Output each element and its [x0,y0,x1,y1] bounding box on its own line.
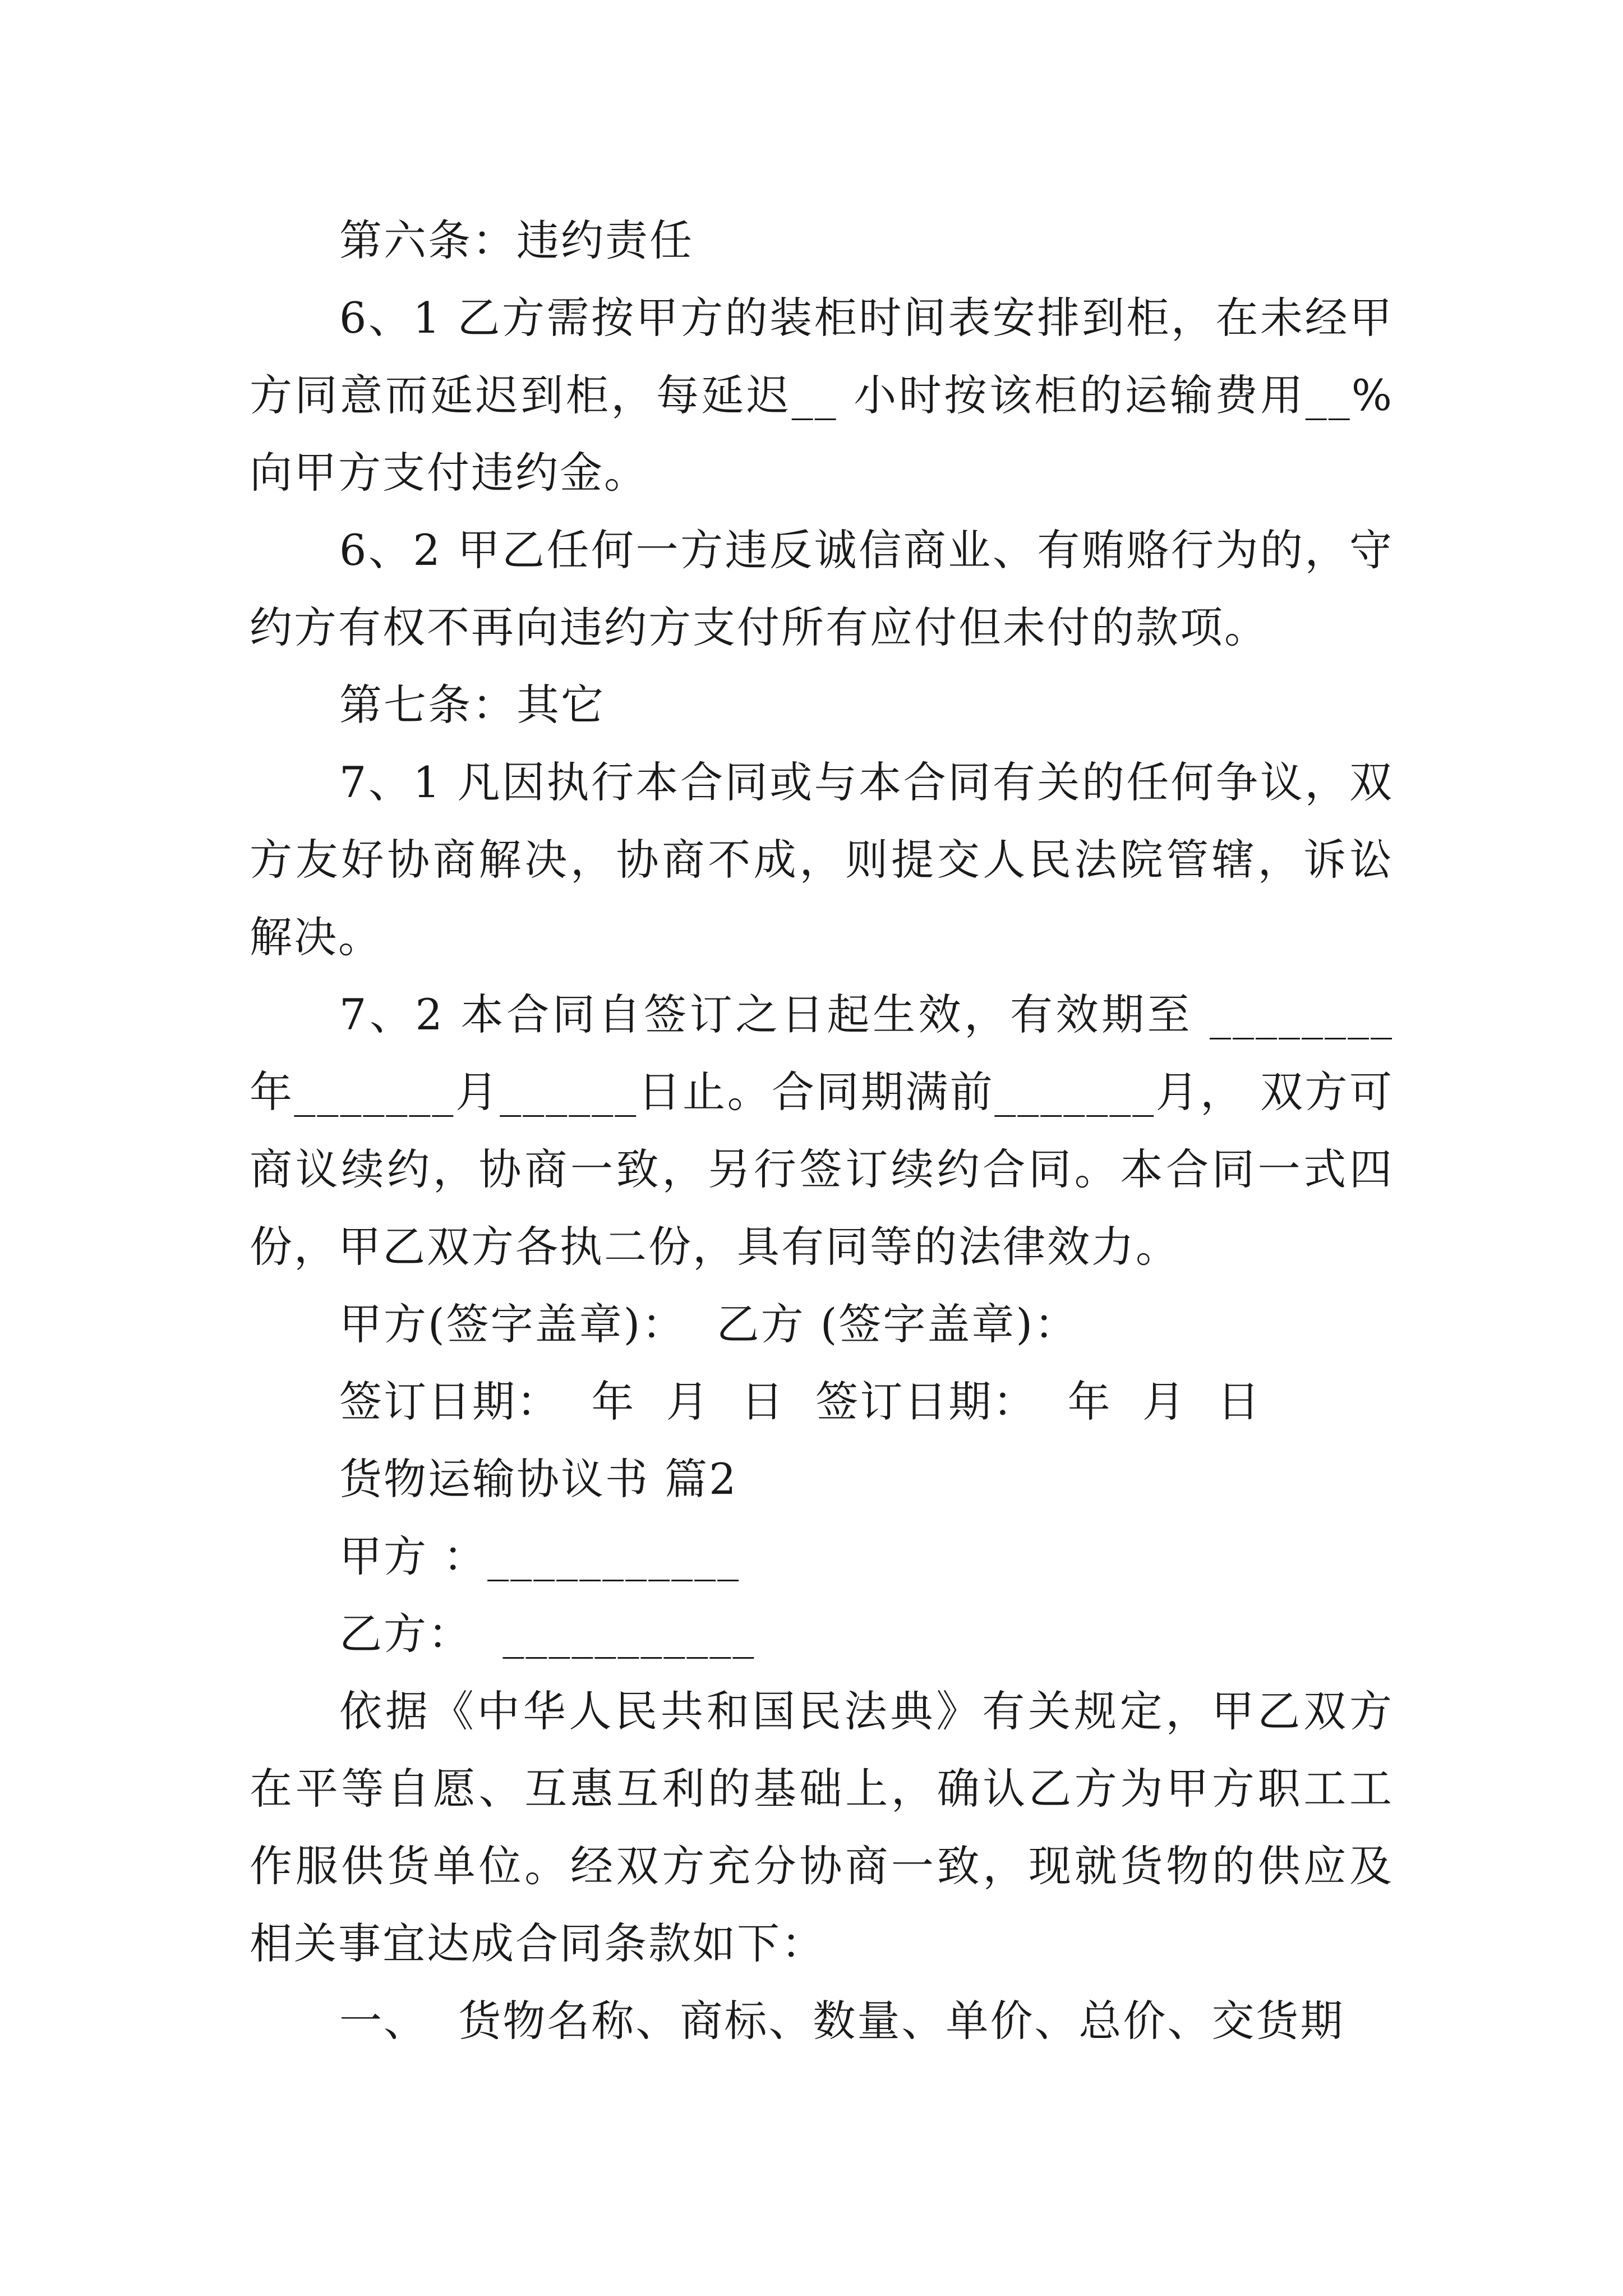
clause-7-1: 7、1 凡因执行本合同或与本合同有关的任何争议，双方友好协商解决，协商不成，则提交人民法院管辖，诉讼解决。 [250,757,1394,962]
party-a-line: 甲方 ：___________ [339,1531,741,1581]
section-heading-goods: 一、 货物名称、商标、数量、单价、总价、交货期 [339,1996,1345,2046]
section-heading-article-6: 第六条：违约责任 [339,215,694,265]
document-body [250,202,1394,2060]
clause-7-2: 7、2 本合同自签订之日起生效，有效期至 ________年_______月______日止。合同期满前_______月， 双方可商议续约，协商一致，另行签订续约合同。本合同一式四份，甲乙双方各执二份，具有同等的法律效力。 [250,990,1394,1272]
preamble-paragraph: 依据《中华人民共和国民法典》有关规定，甲乙双方在平等自愿、互惠互利的基础上，确认乙方为甲方职工工作服供货单位。经双方充分协商一致，现就货物的供应及相关事宜达成合同条款如下： [250,1686,1394,1968]
signing-date-line: 签订日期： 年 月 日 签订日期： 年 月 日 [339,1377,1262,1427]
clause-6-2: 6、2 甲乙任何一方违反诚信商业、有贿赂行为的，守约方有权不再向违约方支付所有应付但未付的款项。 [250,525,1394,652]
party-b-line: 乙方： ___________ [339,1609,756,1659]
signature-line: 甲方(签字盖章)： 乙方 (签字盖章)： [339,1299,1079,1349]
document-title-part-2: 货物运输协议书 篇2 [339,1454,738,1504]
section-heading-article-7: 第七条：其它 [339,680,605,730]
clause-6-1: 6、1 乙方需按甲方的装柜时间表安排到柜，在未经甲方同意而延迟到柜，每延迟__ 小时按该柜的运输费用__%向甲方支付违约金。 [250,293,1394,498]
